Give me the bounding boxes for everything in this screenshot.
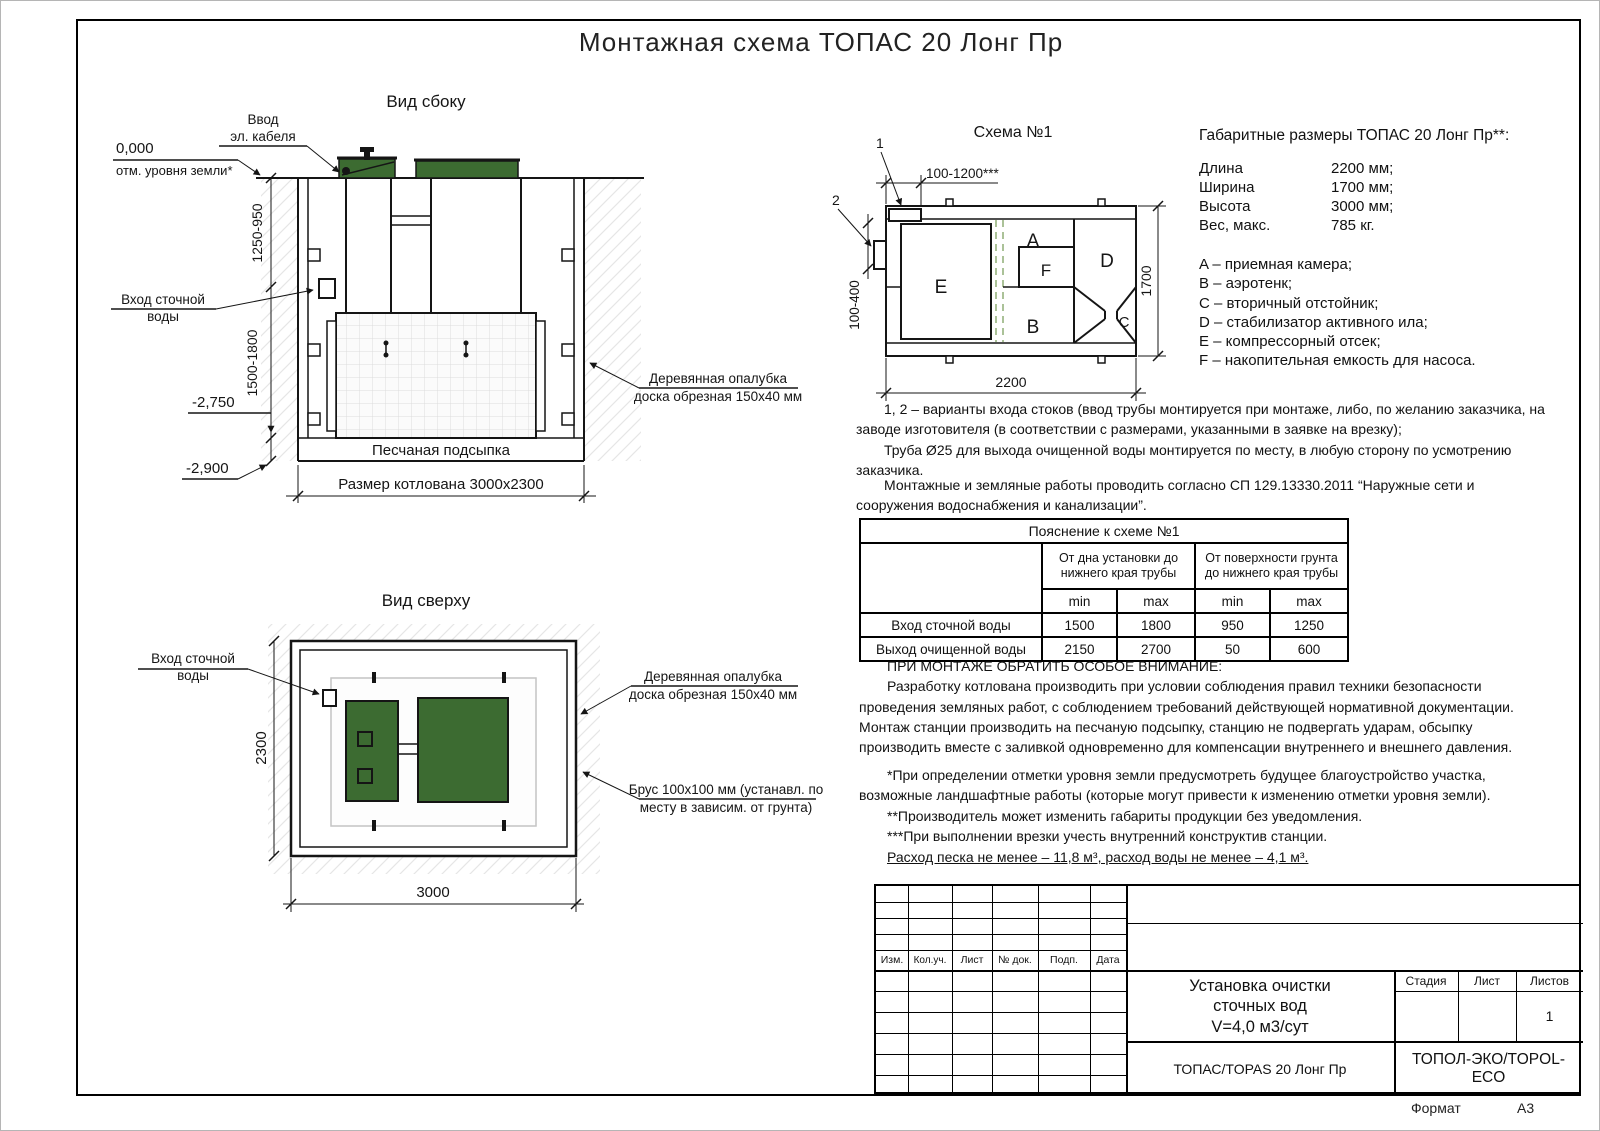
- zero-level-value: 0,000: [116, 140, 154, 157]
- cable-entry-callout: [219, 112, 339, 172]
- min-header: min: [1042, 589, 1117, 613]
- vent-cap: [360, 147, 374, 152]
- dim-2200: 2200: [995, 374, 1027, 390]
- compartment-f: F: [1040, 261, 1052, 280]
- rev-header-podp: Подп.: [1050, 954, 1078, 966]
- side-view-drawing: [86, 91, 831, 536]
- format-label: Формат: [1411, 1100, 1461, 1116]
- tank-neck-left: [346, 178, 391, 313]
- sand-bed-label: Песчаная подсыпка: [371, 442, 511, 459]
- rev-header-data: Дата: [1096, 954, 1120, 966]
- rev-header-izm: Изм.: [880, 954, 904, 966]
- title-block: [874, 884, 1581, 1094]
- tank-plan: [874, 199, 1136, 363]
- legend-item: D – стабилизатор активного ила;: [1199, 313, 1428, 331]
- legend-item: C – вторичный отстойник;: [1199, 294, 1379, 312]
- note-footnotes: [859, 765, 1549, 846]
- compressor-lid: [346, 701, 398, 801]
- format-value: А3: [1517, 1100, 1535, 1116]
- note-sp-norm: Монтажные и земляные работы проводить согласно СП 129.13330.2011 “Наружные сети и сооружения водоснабжения и канализации”.: [856, 477, 1475, 514]
- pit-size-label: Размер котлована 3000х2300: [338, 476, 544, 493]
- table-group-2: От поверхности грунта до нижнего края трубы: [1195, 543, 1348, 589]
- side-view-title: Вид сбоку: [386, 92, 466, 111]
- sheets-label: Листов: [1530, 973, 1569, 988]
- max-header: max: [1117, 589, 1195, 613]
- rev-header-list: Лист: [960, 954, 984, 966]
- footnote-2: **Производитель может изменить габариты продукции без уведомления.: [887, 807, 1363, 824]
- spec-row: Ширина 1700 мм;: [1199, 179, 1394, 196]
- legend-item: E – компрессорный отсек;: [1199, 333, 1381, 351]
- station-tank: [319, 147, 545, 438]
- attention-title: ПРИ МОНТАЖЕ ОБРАТИТЬ ОСОБОЕ ВНИМАНИЕ:: [887, 658, 1223, 674]
- top-view-title: Вид сверху: [381, 591, 471, 610]
- inlet-variant-2: [874, 241, 886, 269]
- note-inlet-variants: 1, 2 – варианты входа стоков (ввод трубы монтируется при монтаже, либо, по желанию заказчика, на заводе изготовителя (в соответствии с размерами, указанными в заявке на врезку); Труба Ø25 для выхода очищенной воды монтируется по месту, в любую сторону по усмотрению заказчика.: [856, 401, 1545, 478]
- company-name: ТОПОЛ-ЭКО/TOPOL-ECO: [1412, 1050, 1565, 1086]
- dim-100-400: 100-400: [847, 280, 862, 330]
- legend-item: F – накопительная емкость для насоса.: [1199, 352, 1476, 370]
- footnote-1: *При определении отметки уровня земли предусмотреть будущее благоустройство участка, возможные ландшафтные работы (которые могут привести к изменению отметки уровня земли).: [859, 767, 1491, 804]
- attention-body: Разработку котлована производить при условии соблюдения правил техники безопасности проведения земляных работ, с соблюдением требований действующей нормативной документации. Монтаж станции производить на песчаную подсыпку, станцию не подвергать ударам, обсыпку производить вместе с заливкой одновременно для компенсации внутреннего и внешнего давления.: [859, 678, 1514, 756]
- rev-header-ndok: № док.: [998, 954, 1032, 966]
- formwork-line2: доска обрезная 150х40 мм: [628, 687, 798, 702]
- compartment-legend: [1199, 255, 1476, 371]
- table-corner-cell: [860, 543, 1042, 613]
- table-group-1: От дна установки до нижнего края трубы: [1042, 543, 1195, 589]
- dim-100-1200: 100-1200***: [926, 166, 999, 181]
- note-consumption: Расход песка не менее – 11,8 м³, расход воды не менее – 4,1 м³.: [887, 849, 1309, 865]
- table-row: Вход сточной воды 1500 1800 950 1250: [860, 613, 1348, 637]
- formwork-line1: Деревянная опалубка: [648, 371, 788, 386]
- compartment-a: A: [1026, 231, 1040, 252]
- beam-line2: месту в зависим. от грунта): [639, 800, 813, 815]
- page-title: Монтажная схема ТОПАС 20 Лонг Пр: [578, 27, 1064, 57]
- scheme-1-drawing: [826, 119, 1196, 411]
- inlet-line1: Вход сточной: [121, 292, 205, 307]
- tank-body: [336, 313, 536, 438]
- compartment-c: C: [1118, 314, 1130, 331]
- legend-item: A – приемная камера;: [1199, 256, 1353, 273]
- spec-row: Высота 3000 мм;: [1199, 198, 1394, 215]
- scheme-title: Схема №1: [973, 124, 1053, 141]
- lid-large: [416, 161, 518, 178]
- specs-rows: [1199, 159, 1393, 235]
- dim-3000: 3000: [416, 884, 450, 901]
- sheet-label: Лист: [1473, 973, 1501, 988]
- top-view-drawing: [86, 586, 831, 926]
- footnote-3: ***При выполнении врезки учесть внутренний конструктив станции.: [887, 827, 1328, 844]
- beam-line1: Брус 100х100 мм (устанавл. по: [628, 782, 824, 797]
- inlet-pipe-stub: [319, 279, 335, 298]
- compartment-e: E: [934, 277, 948, 298]
- beam-callout: [583, 772, 823, 815]
- legend-item: B – аэротенк;: [1199, 275, 1293, 293]
- level-2900-callout: [182, 460, 266, 479]
- marker-1: 1: [876, 135, 884, 151]
- tank-neck-right: [431, 178, 521, 313]
- table-title: Пояснение к схеме №1: [860, 519, 1348, 543]
- level-2750-callout: [188, 394, 271, 432]
- product-name: ТОПАС/TOPAS 20 Лонг Пр: [1173, 1060, 1347, 1077]
- table-row: Выход очищенной воды 2150 2700 50 600: [860, 637, 1348, 661]
- compartment-b: B: [1026, 317, 1040, 338]
- inlet-variant-1: [889, 209, 921, 221]
- rev-header-koluch: Кол.уч.: [913, 954, 947, 966]
- inlet-line1: Вход сточной: [151, 651, 235, 666]
- max-header: max: [1270, 589, 1348, 613]
- level-2750-value: -2,750: [192, 394, 235, 411]
- formwork-callout: [581, 669, 798, 714]
- compartment-d: D: [1100, 251, 1114, 272]
- note-attention: [859, 656, 1549, 757]
- formwork-line1: Деревянная опалубка: [643, 669, 783, 684]
- cable-entry-line2: эл. кабеля: [230, 129, 296, 144]
- dim-2300: 2300: [253, 731, 270, 765]
- inlet-pipe-stub: [323, 690, 336, 706]
- specs-title: Габаритные размеры ТОПАС 20 Лонг Пр**:: [1199, 127, 1510, 144]
- sheets-value: 1: [1545, 1008, 1554, 1024]
- level-2900-value: -2,900: [186, 460, 229, 477]
- dim-1700: 1700: [1138, 265, 1154, 297]
- zero-level-note: отм. уровня земли*: [116, 163, 233, 178]
- document-name: Установка очистки сточных вод V=4,0 м3/сут: [1189, 976, 1331, 1036]
- spec-row: Вес, макс. 785 кг.: [1199, 217, 1375, 234]
- dim-lower-depth: 1500-1800: [244, 329, 260, 397]
- explanation-table: [859, 518, 1349, 662]
- spec-row: Длина 2200 мм;: [1199, 160, 1394, 177]
- min-header: min: [1195, 589, 1270, 613]
- main-lid: [418, 698, 508, 802]
- marker-2: 2: [832, 192, 840, 208]
- inlet-line2: воды: [147, 309, 179, 324]
- cable-entry-line1: Ввод: [247, 112, 279, 127]
- stage-label: Стадия: [1405, 973, 1447, 988]
- dim-upper-depth: 1250-950: [249, 203, 265, 263]
- inlet-line2: воды: [177, 668, 209, 683]
- formwork-line2: доска обрезная 150х40 мм: [633, 389, 803, 404]
